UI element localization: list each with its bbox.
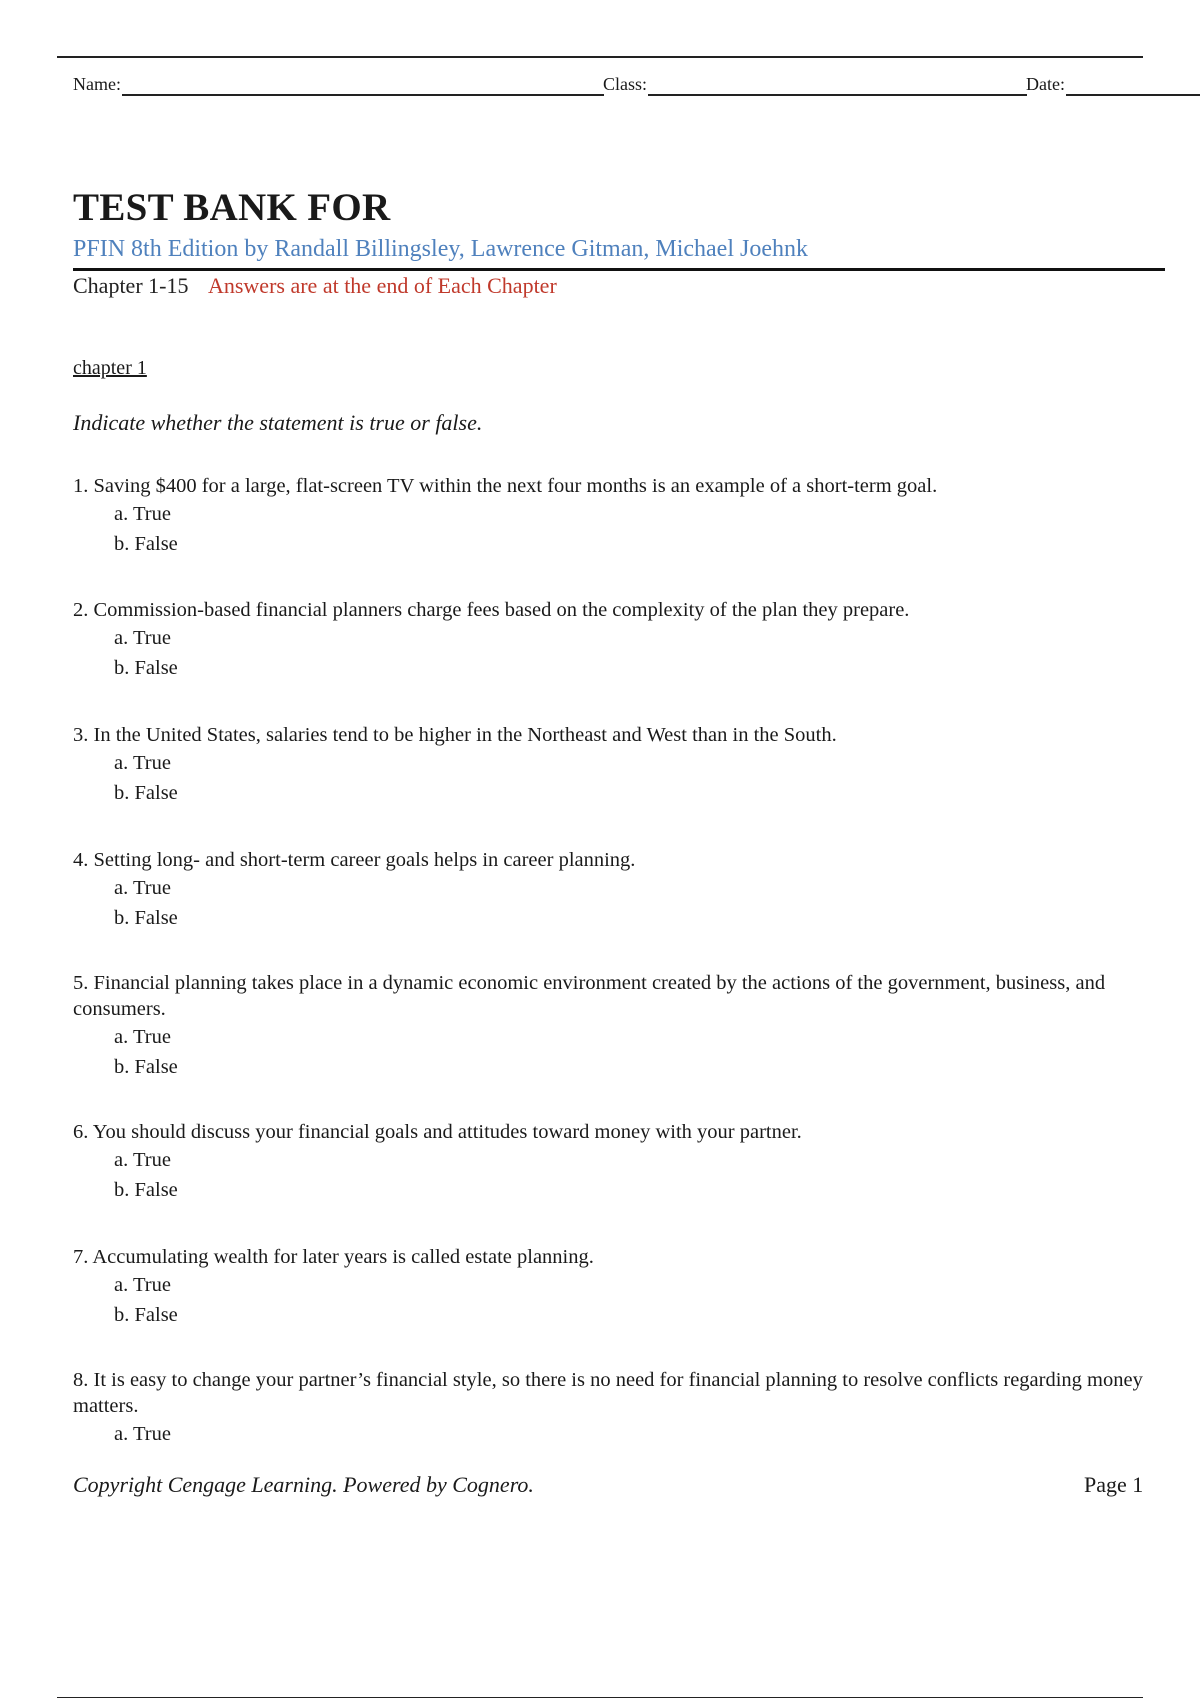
- option-b[interactable]: b. False: [114, 1304, 178, 1326]
- name-field[interactable]: [73, 70, 604, 96]
- option-a[interactable]: a. True: [114, 1423, 171, 1445]
- option-b[interactable]: b. False: [114, 1179, 178, 1201]
- title-rule: [73, 268, 1165, 271]
- class-label: Class:: [603, 74, 648, 94]
- option-a[interactable]: a. True: [114, 1274, 171, 1296]
- copyright-footer: Copyright Cengage Learning. Powered by Cognero.: [73, 1472, 534, 1497]
- book-subtitle: PFIN 8th Edition by Randall Billingsley, Lawrence Gitman, Michael Joehnk: [73, 236, 808, 262]
- name-label: Name:: [73, 74, 121, 94]
- option-a[interactable]: a. True: [114, 877, 171, 899]
- bottom-rule: [57, 1697, 1143, 1698]
- option-a[interactable]: a. True: [114, 627, 171, 649]
- question-8: [73, 1367, 1153, 1449]
- date-field[interactable]: [1026, 70, 1200, 96]
- question-stem: 4. Setting long- and short-term career goals helps in career planning.: [73, 849, 636, 871]
- question-5: [73, 970, 1153, 1082]
- chapter-heading: chapter 1: [73, 357, 147, 379]
- option-a[interactable]: a. True: [114, 503, 171, 525]
- chapter-info: [73, 273, 557, 299]
- answers-note: Answers are at the end of Each Chapter: [207, 273, 557, 298]
- top-rule: [57, 56, 1143, 58]
- date-label: Date:: [1026, 74, 1065, 94]
- page-number: Page 1: [1084, 1472, 1144, 1497]
- question-stem: 8. It is easy to change your partner’s financial style, so there is no need for financial planning to resolve conflicts regarding money matters.: [73, 1369, 1143, 1417]
- question-4: [73, 847, 1153, 933]
- class-blank[interactable]: [648, 72, 1027, 96]
- question-stem: 1. Saving $400 for a large, flat-screen TV within the next four months is an example of a short-term goal.: [73, 475, 938, 497]
- option-a[interactable]: a. True: [114, 1026, 171, 1048]
- question-3: [73, 722, 1153, 808]
- question-6: [73, 1119, 1153, 1205]
- question-stem: 7. Accumulating wealth for later years is called estate planning.: [73, 1246, 594, 1268]
- option-a[interactable]: a. True: [114, 1149, 171, 1171]
- question-stem: 5. Financial planning takes place in a dynamic economic environment created by the actions of the government, business, and consumers.: [73, 972, 1106, 1020]
- question-2: [73, 597, 1153, 683]
- date-blank[interactable]: [1066, 72, 1200, 96]
- option-b[interactable]: b. False: [114, 657, 178, 679]
- name-blank[interactable]: [122, 72, 604, 96]
- document-title: TEST BANK FOR: [73, 186, 391, 229]
- question-stem: 6. You should discuss your financial goals and attitudes toward money with your partner.: [73, 1121, 802, 1143]
- student-info-fields: [73, 70, 1168, 98]
- question-7: [73, 1244, 1153, 1330]
- option-b[interactable]: b. False: [114, 1056, 178, 1078]
- option-b[interactable]: b. False: [114, 782, 178, 804]
- class-field[interactable]: [603, 70, 1027, 96]
- option-a[interactable]: a. True: [114, 752, 171, 774]
- option-b[interactable]: b. False: [114, 907, 178, 929]
- question-stem: 2. Commission-based financial planners charge fees based on the complexity of the plan they prepare.: [73, 599, 910, 621]
- question-stem: 3. In the United States, salaries tend to be higher in the Northeast and West than in the South.: [73, 724, 837, 746]
- chapter-range: Chapter 1-15: [73, 273, 189, 298]
- instructions: Indicate whether the statement is true or false.: [73, 410, 483, 435]
- option-b[interactable]: b. False: [114, 533, 178, 555]
- question-1: [73, 473, 1153, 559]
